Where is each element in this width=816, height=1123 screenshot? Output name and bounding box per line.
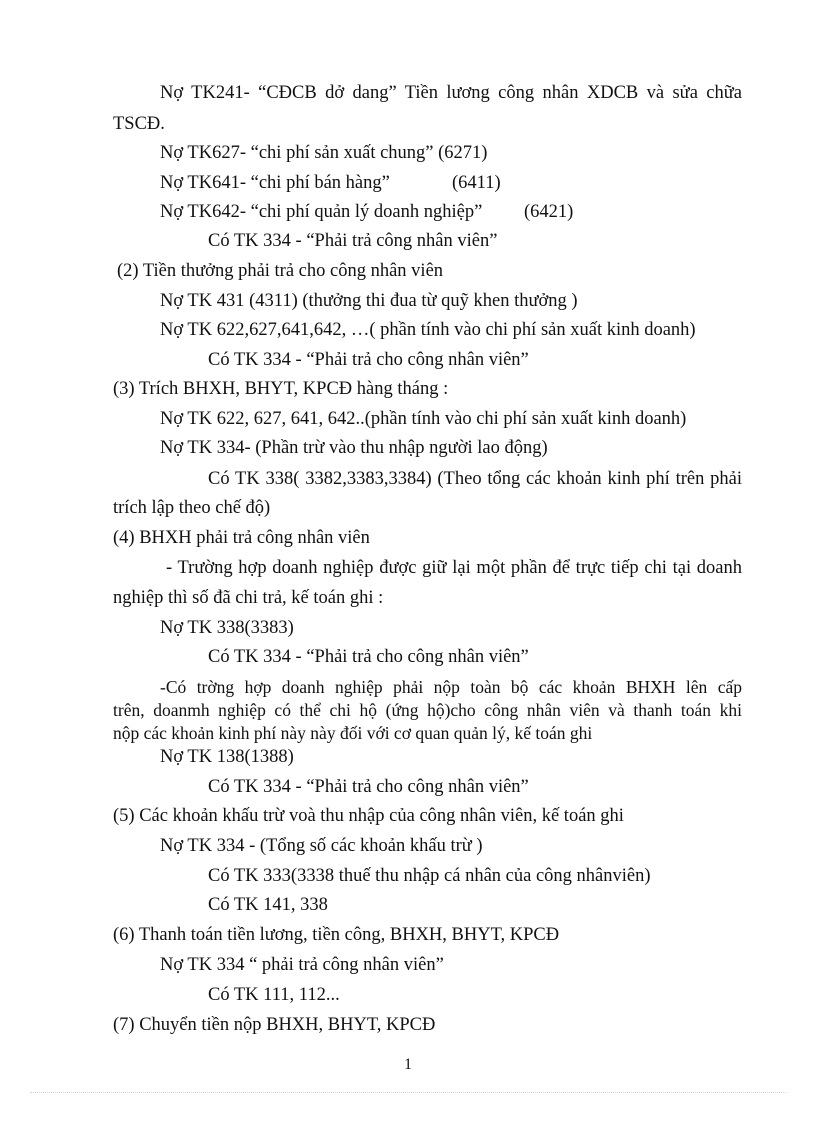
text-line: -Có trờng hợp doanh nghiệp phải nộp toàn bộ các khoản BHXH lên cấp	[160, 677, 742, 697]
page-number: 1	[404, 1056, 412, 1073]
text-line: Nợ TK 622,627,641,642, …( phần tính vào chi phí sản xuất kinh doanh)	[160, 320, 696, 340]
text-line: nghiệp thì số đã chi trả, kế toán ghi :	[113, 588, 384, 608]
text-line: Có TK 333(3338 thuế thu nhập cá nhân của công nhânviên)	[208, 866, 651, 886]
text-line: trên, doanmh nghiệp có thể chi hộ (ứng hộ)cho công nhân viên và thanh toán khi	[113, 700, 742, 720]
section-heading: (6) Thanh toán tiền lương, tiền công, BHXH, BHYT, KPCĐ	[113, 925, 560, 945]
text-line: Nợ TK 431 (4311) (thưởng thi đua từ quỹ khen thưởng )	[160, 291, 578, 311]
text-line: Nợ TK 138(1388)	[160, 747, 294, 767]
text-line: Nợ TK 338(3383)	[160, 618, 294, 638]
text-line: TSCĐ.	[113, 114, 165, 134]
text-line: Nợ TK641- “chi phí bán hàng”	[160, 173, 390, 193]
text-line: nộp các khoản kinh phí này này đối với cơ quan quản lý, kế toán ghi	[113, 723, 593, 743]
text-line: Có TK 141, 338	[208, 895, 328, 915]
section-heading: (7) Chuyển tiền nộp BHXH, BHYT, KPCĐ	[113, 1015, 436, 1035]
text-line: trích lập theo chế độ)	[113, 498, 271, 518]
text-line: Nợ TK 334- (Phần trừ vào thu nhập người lao động)	[160, 438, 548, 458]
text-line: (6421)	[524, 202, 574, 222]
text-line: Nợ TK642- “chi phí quản lý doanh nghiệp”	[160, 202, 483, 222]
text-line: Nợ TK241- “CĐCB dở dang” Tiền lương công nhân XDCB và sửa chữa	[160, 83, 742, 103]
section-heading: (3) Trích BHXH, BHYT, KPCĐ hàng tháng :	[113, 379, 449, 399]
text-line: Nợ TK627- “chi phí sản xuất chung” (6271)	[160, 143, 488, 163]
text-line: Có TK 334 - “Phải trả công nhân viên”	[208, 231, 498, 251]
section-heading: (4) BHXH phải trả công nhân viên	[113, 528, 370, 548]
text-line: Có TK 334 - “Phải trả cho công nhân viên”	[208, 647, 529, 667]
text-line: Nợ TK 622, 627, 641, 642..(phần tính vào chi phí sản xuất kinh doanh)	[160, 409, 687, 429]
text-line: Có TK 334 - “Phải trả cho công nhân viên”	[208, 777, 529, 797]
text-line: Có TK 334 - “Phải trả cho công nhân viên”	[208, 350, 529, 370]
section-heading: (2) Tiền thưởng phải trả cho công nhân viên	[117, 261, 444, 281]
text-line: Nợ TK 334 - (Tổng số các khoản khấu trừ )	[160, 836, 483, 856]
text-line: - Trường hợp doanh nghiệp được giữ lại một phần để trực tiếp chi tại doanh	[166, 558, 742, 578]
text-line: Nợ TK 334 “ phải trả công nhân viên”	[160, 955, 444, 975]
text-line: Có TK 111, 112...	[208, 985, 340, 1005]
text-line: Có TK 338( 3382,3383,3384) (Theo tổng các khoản kinh phí trên phải	[208, 469, 742, 489]
section-heading: (5) Các khoản khấu trừ voà thu nhập của công nhân viên, kế toán ghi	[113, 806, 624, 826]
text-line: (6411)	[452, 173, 501, 193]
footer-divider	[30, 1092, 786, 1093]
